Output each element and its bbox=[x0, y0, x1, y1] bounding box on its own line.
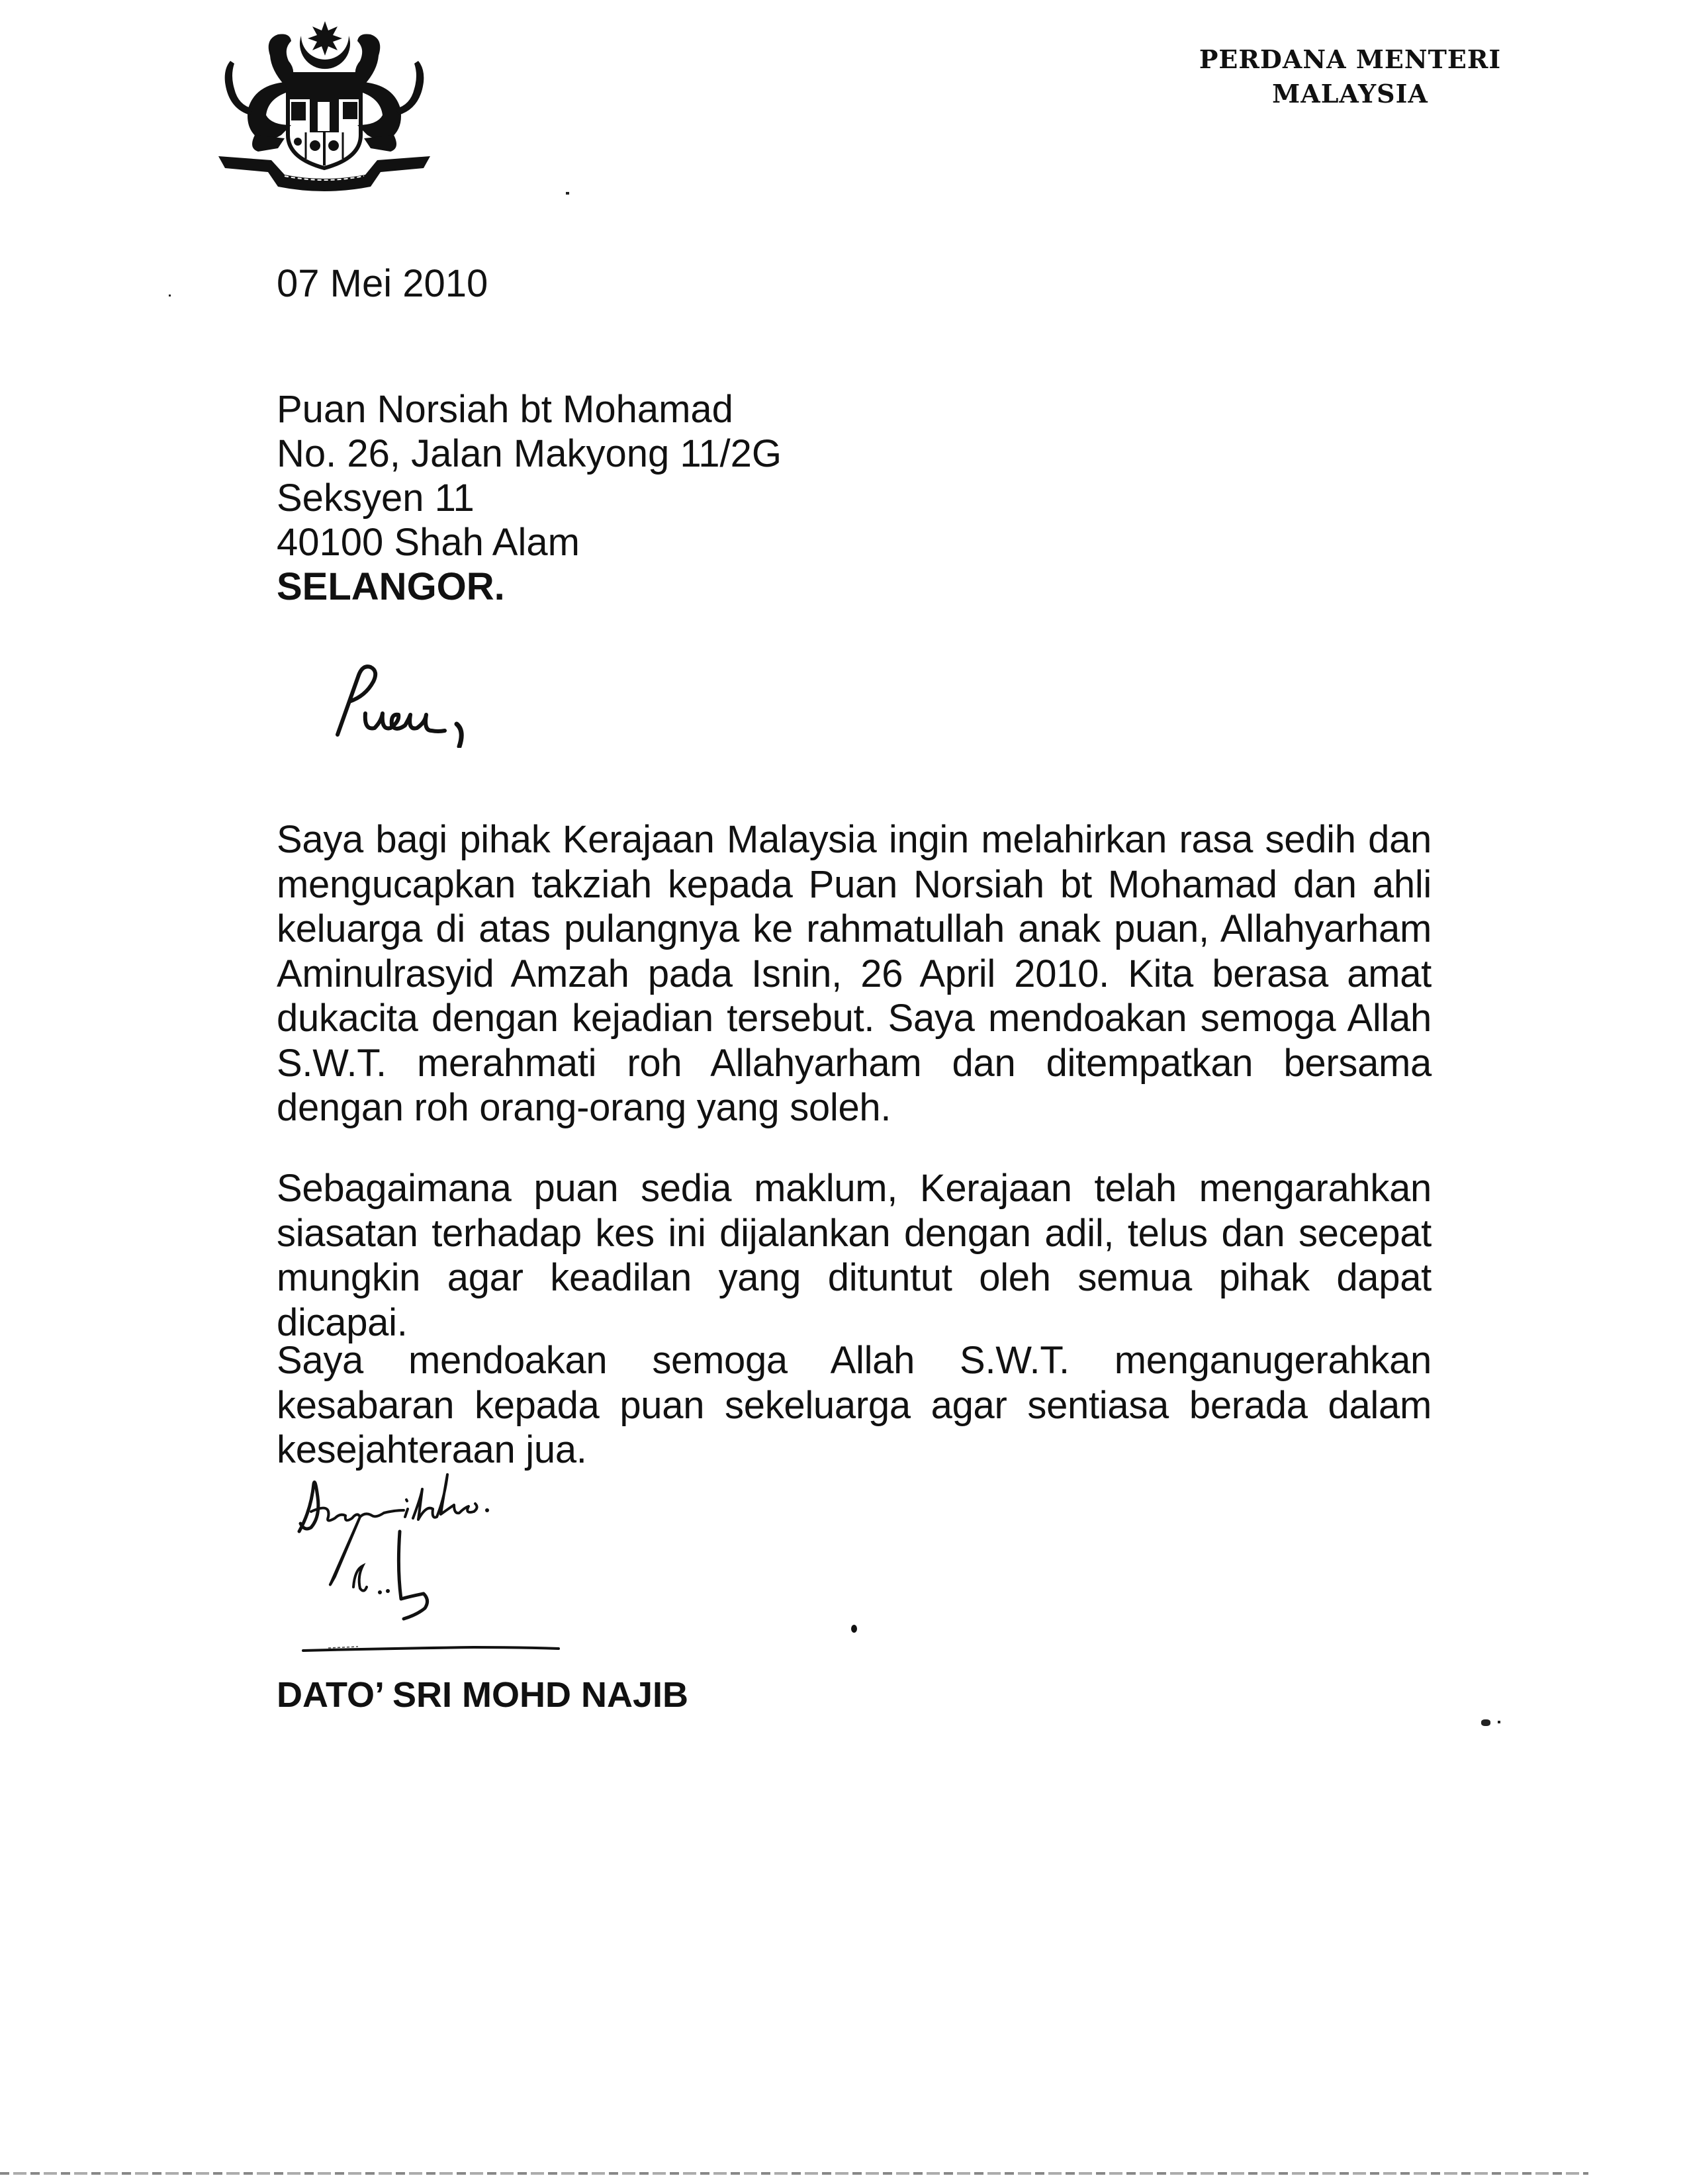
recipient-name: Puan Norsiah bt Mohamad bbox=[277, 388, 733, 431]
address-line-1: No. 26, Jalan Makyong 11/2G bbox=[277, 432, 782, 475]
scan-speck bbox=[1481, 1719, 1490, 1726]
address-line-3: 40100 Shah Alam bbox=[277, 521, 580, 564]
signature-line bbox=[302, 1646, 560, 1653]
tiger-left-icon bbox=[225, 34, 294, 152]
tiger-right-icon bbox=[355, 34, 424, 152]
letter-date: 07 Mei 2010 bbox=[277, 262, 488, 305]
letterhead bbox=[1165, 42, 1535, 111]
scan-speck bbox=[169, 295, 171, 296]
handwritten-closing-and-signature bbox=[291, 1471, 635, 1623]
handwritten-salutation bbox=[318, 662, 516, 748]
scan-edge-artifact bbox=[0, 2172, 1588, 2175]
address-state: SELANGOR. bbox=[277, 565, 505, 608]
address-line-2: Seksyen 11 bbox=[277, 477, 475, 520]
crescent-star-icon bbox=[300, 21, 350, 69]
ink-dot bbox=[851, 1625, 857, 1633]
scan-speck bbox=[1498, 1721, 1500, 1723]
body-paragraph-1: Saya bagi pihak Kerajaan Malaysia ingin melahirkan rasa sedih dan mengucapkan takziah kepada Puan Norsiah bt Mohamad dan ahli keluarga di atas pulangnya ke rahmatullah anak puan, Allahyarham Aminulrasyid Amzah pada Isnin, 26 April 2010. Kita berasa amat dukacita dengan kejadian tersebut. Saya mendoakan semoga Allah S.W.T. merahmati roh Allahyarham dan ditempatkan bersama dengan roh orang-orang yang soleh. bbox=[277, 818, 1432, 1129]
signatory-name: DATO’ SRI MOHD NAJIB bbox=[277, 1675, 689, 1715]
recipient-address bbox=[277, 387, 782, 609]
shield-icon bbox=[288, 74, 361, 168]
coat-of-arms-icon bbox=[192, 9, 457, 201]
body-paragraph-3: Saya mendoakan semoga Allah S.W.T. menganugerahkan kesabaran kepada puan sekeluarga agar sentiasa berada dalam kesejahteraan jua. bbox=[277, 1339, 1432, 1471]
handwritten-signature bbox=[353, 1531, 428, 1619]
body-paragraph-2: Sebagaimana puan sedia maklum, Kerajaan telah mengarahkan siasatan terhadap kes ini dijalankan dengan adil, telus dan secepat mungkin agar keadilan yang dituntut oleh semua pihak dapat dicapai. bbox=[277, 1167, 1432, 1344]
letterhead-title: PERDANA MENTERI bbox=[1199, 44, 1502, 74]
handwritten-closing bbox=[299, 1475, 489, 1584]
scan-speck bbox=[566, 192, 569, 195]
letterhead-country: MALAYSIA bbox=[1272, 79, 1428, 109]
